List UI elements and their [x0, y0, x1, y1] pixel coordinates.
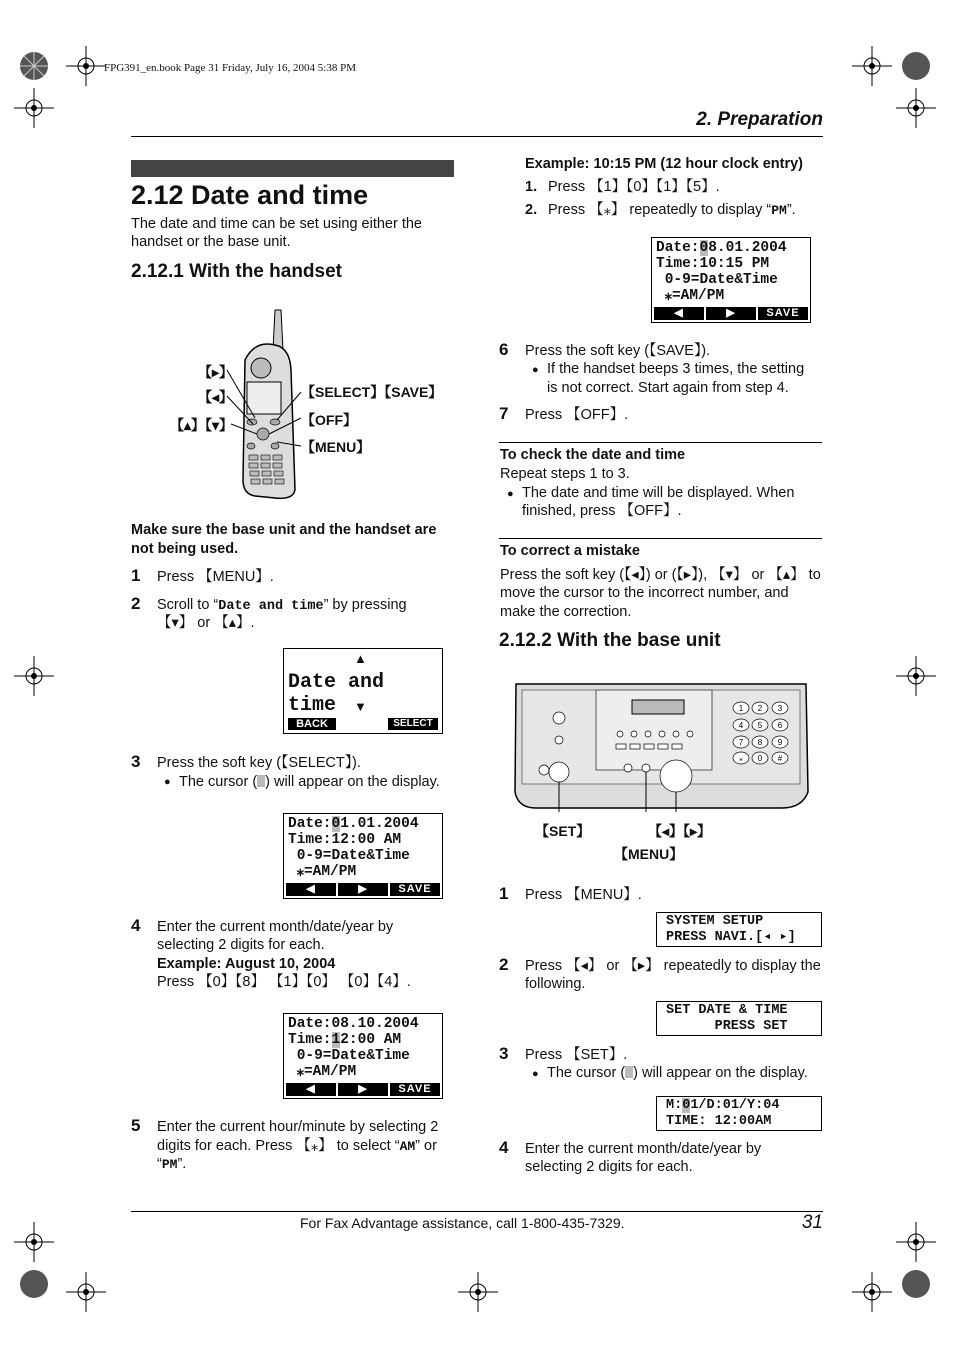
arrow-keys-label: 【◂】【▸】 — [648, 823, 712, 839]
step-text: Press 【◂】 or 【▸】 repeatedly to display the — [525, 958, 821, 974]
crosshair-icon — [896, 656, 936, 696]
lcd-line: ⁎=AM/PM — [656, 288, 725, 304]
cursor-char: 0 — [699, 240, 709, 256]
page-title: 2.12 Date and time — [131, 180, 369, 210]
step-text: selecting 2 digits for each. — [525, 1159, 693, 1175]
keypad-key: # — [777, 754, 783, 763]
text-span: ”. — [786, 202, 796, 218]
crosshair-icon — [66, 1272, 106, 1312]
display-line: PRESS NAVI.[◂ ▸] — [666, 930, 796, 945]
keypad-key: 6 — [777, 721, 783, 730]
text-span: ” by pressing — [323, 597, 407, 613]
step-number: 4 — [131, 916, 141, 935]
bullet-icon: ● — [164, 776, 171, 788]
section-rule — [499, 442, 822, 443]
step-text: Press 【SET】. — [525, 1047, 628, 1063]
right-key-label: 【▸】 — [198, 364, 234, 380]
step-number: 7 — [499, 404, 509, 423]
base-unit-illustration — [512, 680, 810, 812]
soft-key-bar — [286, 1083, 440, 1096]
text-span: ” or — [415, 1138, 437, 1154]
lcd-line: ⁎=AM/PM — [288, 864, 357, 880]
title-bar — [131, 160, 454, 177]
registration-mark-icon — [14, 1264, 54, 1304]
cursor-icon — [257, 775, 265, 787]
crosshair-icon — [852, 1272, 892, 1312]
soft-key-save[interactable]: SAVE — [390, 1083, 440, 1096]
step-text: selecting 2 digits for each. — [157, 937, 325, 953]
footer-text: For Fax Advantage assistance, call 1-800-435-7329. — [300, 1215, 625, 1231]
substep-text — [548, 201, 796, 221]
registration-mark-icon — [896, 46, 936, 86]
step-number: 3 — [131, 752, 141, 771]
soft-key-save[interactable]: SAVE — [390, 883, 440, 896]
keypad-key: 9 — [777, 738, 783, 747]
updown-key-label: 【▴】【▾】 — [170, 417, 234, 433]
keypad-key: 0 — [757, 754, 763, 763]
lcd-date-display — [651, 237, 811, 323]
soft-key-bar — [286, 883, 440, 896]
text-span: M: — [666, 1098, 683, 1113]
soft-key-right[interactable]: ▶ — [706, 307, 756, 320]
step-text: Press 【MENU】. — [157, 569, 274, 585]
lcd-line: Time:12:00 AM — [288, 832, 402, 848]
section-rule — [499, 538, 822, 539]
base-display — [656, 1001, 822, 1036]
lcd-line: 0-9=Date&Time — [288, 1048, 410, 1064]
subsection-heading: To correct a mistake — [500, 543, 640, 559]
text-span: “ — [157, 1156, 162, 1172]
left-key-label: 【◂】 — [198, 389, 234, 405]
text-span: 1/D:01/Y:04 — [690, 1098, 780, 1113]
keypad-key: 3 — [777, 704, 783, 713]
step-number: 2 — [131, 594, 141, 613]
text-span: Scroll to “ — [157, 597, 219, 613]
text-span: digits for each. Press 【⁎】 to select “ — [157, 1138, 400, 1154]
bullet-icon: ● — [532, 364, 539, 376]
intro-line: handset or the base unit. — [131, 234, 291, 250]
body-text: move the cursor to the incorrect number, and — [500, 585, 789, 601]
lcd-line: Date:08.10.2004 — [288, 1016, 419, 1032]
set-key-label: 【SET】 — [535, 823, 591, 839]
step-text: Press 【OFF】. — [525, 407, 629, 423]
section-heading: 2.12.1 With the handset — [131, 261, 342, 282]
keypad-key: 8 — [757, 738, 763, 747]
precondition-text: not being used. — [131, 541, 239, 557]
crosshair-icon — [14, 88, 54, 128]
text-span: 1.01.2004 — [340, 816, 419, 832]
step-number: 1 — [131, 566, 141, 585]
chapter-title: 2. Preparation — [696, 109, 823, 130]
crosshair-icon — [14, 1222, 54, 1262]
crosshair-icon — [66, 46, 106, 86]
cursor-char: 0 — [682, 1098, 691, 1113]
registration-mark-icon — [14, 46, 54, 86]
bullet-icon: ● — [507, 488, 514, 500]
display-line: TIME: 12:00AM — [666, 1114, 772, 1129]
display-line: SYSTEM SETUP — [666, 914, 764, 929]
substep-text: Press 【1】【0】【1】【5】. — [548, 179, 720, 195]
lcd-date-display — [283, 1013, 443, 1099]
soft-key-bar — [654, 307, 808, 320]
text-span: Date: — [656, 240, 700, 256]
crosshair-icon — [896, 88, 936, 128]
lcd-menu-display — [283, 648, 443, 734]
subsection-heading: To check the date and time — [500, 447, 686, 463]
keypad-key: 7 — [738, 738, 744, 747]
lcd-date-display — [283, 813, 443, 899]
code-span: AM — [399, 1139, 416, 1154]
lcd-line: ⁎=AM/PM — [288, 1064, 357, 1080]
bullet-text — [547, 1064, 808, 1083]
step-text: Enter the current hour/minute by selecting 2 — [157, 1119, 439, 1135]
step-text: Enter the current month/date/year by — [157, 919, 394, 935]
bullet-icon: ● — [532, 1068, 539, 1080]
step-text: Press 【MENU】. — [525, 887, 642, 903]
text-span: 2:00 AM — [340, 1032, 402, 1048]
registration-mark-icon — [896, 1264, 936, 1304]
text-span: ”. — [177, 1156, 187, 1172]
soft-key-left[interactable]: ◀ — [286, 883, 336, 896]
menu-key-label: 【MENU】 — [301, 439, 371, 455]
lcd-menu-text: Date and time — [288, 671, 385, 717]
step-number: 6 — [499, 340, 509, 359]
soft-key-select[interactable]: SELECT — [388, 718, 438, 730]
crosshair-icon — [896, 1222, 936, 1262]
code-span: PM — [771, 203, 787, 218]
step-number: 4 — [499, 1138, 509, 1157]
keypad-key: 2 — [757, 704, 763, 713]
crosshair-icon — [458, 1272, 498, 1312]
section-heading: 2.12.2 With the base unit — [499, 630, 721, 651]
lcd-line — [288, 1032, 438, 1048]
base-display — [656, 1096, 822, 1131]
body-text: Repeat steps 1 to 3. — [500, 466, 630, 482]
soft-key-left[interactable]: ◀ — [654, 307, 704, 320]
substep-number: 2. — [525, 202, 538, 218]
soft-key-save[interactable]: SAVE — [758, 307, 808, 320]
text-span: Press 【⁎】 repeatedly to display “ — [548, 202, 772, 218]
example-text: Example: August 10, 2004 — [157, 956, 336, 972]
step-text: Enter the current month/date/year by — [525, 1141, 762, 1157]
step-text: Press the soft key (【SAVE】). — [525, 343, 711, 359]
text-span: Date: — [288, 816, 332, 832]
down-arrow-icon: ▼ — [354, 699, 367, 714]
menu-key-label: 【MENU】 — [614, 846, 684, 862]
menu-code: Date and time — [218, 599, 324, 614]
precondition-text: Make sure the base unit and the handset are — [131, 522, 437, 538]
keypad-key: 5 — [757, 721, 763, 730]
soft-key-right[interactable]: ▶ — [338, 1083, 388, 1096]
lcd-line: Time:10:15 PM — [656, 256, 770, 272]
step-text — [157, 1155, 186, 1175]
step-text: Press 【0】【8】 【1】【0】 【0】【4】. — [157, 974, 411, 990]
up-arrow-icon: ▲ — [354, 651, 367, 666]
text-span: Time: — [288, 1032, 332, 1048]
header-rule — [131, 136, 823, 137]
bullet-text: is not correct. Start again from step 4. — [547, 380, 789, 396]
off-key-label: 【OFF】 — [301, 412, 357, 428]
print-stamp: FPG391_en.book Page 31 Friday, July 16, 2004 5:38 PM — [104, 62, 356, 74]
step-text: Press the soft key (【SELECT】). — [157, 755, 361, 771]
step-text: 【▾】 or 【▴】. — [157, 615, 255, 631]
crosshair-icon — [852, 46, 892, 86]
soft-key-left[interactable]: ◀ — [286, 1083, 336, 1096]
step-number: 1 — [499, 884, 509, 903]
display-line: PRESS SET — [666, 1019, 788, 1034]
page-number: 31 — [801, 1212, 823, 1233]
substep-number: 1. — [525, 179, 538, 195]
step-number: 5 — [131, 1116, 141, 1135]
lcd-line — [656, 240, 806, 256]
text-span: The cursor ( — [547, 1065, 626, 1081]
step-text — [157, 1137, 437, 1157]
cursor-char: 0 — [331, 816, 341, 832]
step-number: 3 — [499, 1044, 509, 1063]
soft-key-right[interactable]: ▶ — [338, 883, 388, 896]
code-span: PM — [161, 1157, 178, 1172]
step-text: following. — [525, 976, 586, 992]
display-line: SET DATE & TIME — [666, 1003, 788, 1018]
select-save-label: 【SELECT】【SAVE】 — [301, 384, 443, 400]
lcd-line: 0-9=Date&Time — [656, 272, 778, 288]
lcd-line: 0-9=Date&Time — [288, 848, 410, 864]
cursor-char: 1 — [331, 1032, 341, 1048]
bullet-text — [179, 773, 440, 792]
step-number: 2 — [499, 955, 509, 974]
cursor-icon — [625, 1066, 633, 1078]
text-span: ) will appear on the display. — [633, 1065, 808, 1081]
example-heading: Example: 10:15 PM (12 hour clock entry) — [525, 156, 804, 172]
soft-key-back[interactable]: BACK — [288, 718, 336, 730]
text-span: ) will appear on the display. — [265, 774, 440, 790]
keypad-key: ⁎ — [739, 754, 743, 763]
lcd-line — [288, 816, 438, 832]
crosshair-icon — [14, 656, 54, 696]
base-display — [656, 912, 822, 947]
body-text: Press the soft key (【◂】) or (【▸】), 【▾】 or 【▴】 to — [500, 567, 821, 583]
bullet-text: The date and time will be displayed. When — [522, 485, 795, 501]
display-line — [666, 1098, 812, 1114]
intro-line: The date and time can be set using either the — [131, 216, 422, 232]
text-span: The cursor ( — [179, 774, 258, 790]
body-text: make the correction. — [500, 604, 632, 620]
keypad-key: 1 — [738, 704, 744, 713]
text-span: 8.01.2004 — [708, 240, 787, 256]
footer-rule — [131, 1211, 823, 1212]
keypad-key: 4 — [738, 721, 744, 730]
bullet-text: If the handset beeps 3 times, the setting — [547, 361, 805, 377]
bullet-text: finished, press 【OFF】. — [522, 503, 682, 519]
